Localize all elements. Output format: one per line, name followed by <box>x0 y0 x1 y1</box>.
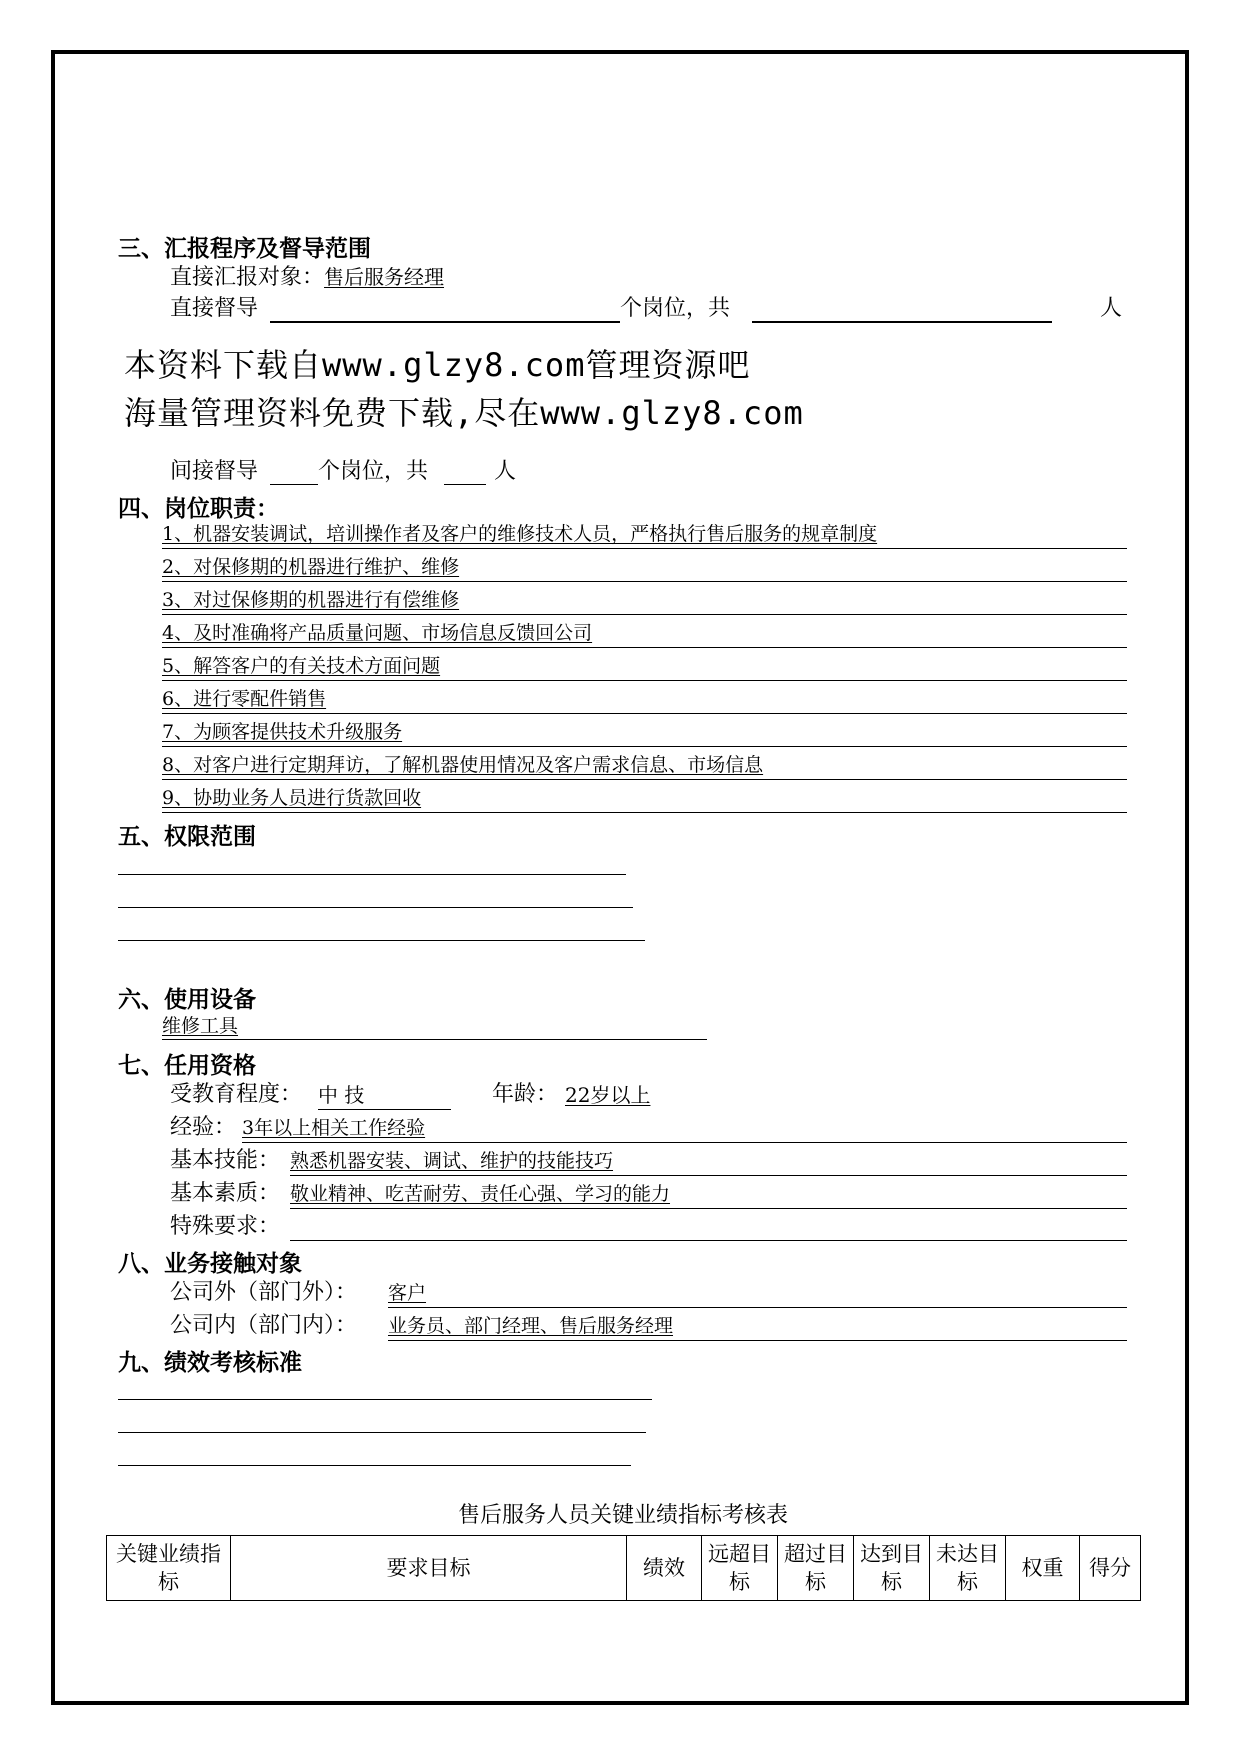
performance-blank-line <box>118 1399 652 1400</box>
indirect-count-blank <box>444 484 486 485</box>
special-blank <box>290 1240 1127 1241</box>
duty-item: 4、及时准确将产品质量问题、市场信息反馈回公司 <box>162 619 1127 648</box>
age-label: 年龄： <box>492 1082 559 1107</box>
skills-value: 熟悉机器安装、调试、维护的技能技巧 <box>290 1147 1127 1176</box>
direct-supervise-label: 直接督导 <box>170 296 259 321</box>
section4-heading: 四、岗位职责： <box>118 496 279 522</box>
kpi-header-cell: 要求目标 <box>231 1536 627 1601</box>
direct-supervise-count-blank <box>752 321 1052 323</box>
kpi-header-cell: 达到目标 <box>854 1536 930 1601</box>
duty-item: 1、机器安装调试，培训操作者及客户的维修技术人员，严格执行售后服务的规章制度 <box>162 520 1127 549</box>
education-value: 中 技 <box>318 1081 451 1110</box>
quality-label: 基本素质： <box>170 1181 281 1206</box>
kpi-header-cell: 绩效 <box>627 1536 702 1601</box>
authority-blank-line <box>118 874 626 875</box>
watermark-line2: 海量管理资料免费下载,尽在www.glzy8.com <box>124 394 804 432</box>
kpi-header-cell: 远超目标 <box>702 1536 778 1601</box>
internal-value: 业务员、部门经理、售后服务经理 <box>388 1312 1127 1341</box>
internal-label: 公司内（部门内）： <box>170 1313 358 1338</box>
direct-report-value: 售后服务经理 <box>324 265 445 289</box>
authority-blank-line <box>118 907 633 908</box>
indirect-supervise-label: 间接督导 <box>170 459 259 484</box>
kpi-table-title: 售后服务人员关键业绩指标考核表 <box>457 1503 788 1528</box>
kpi-header-cell: 超过目标 <box>778 1536 854 1601</box>
direct-report-row <box>170 263 444 292</box>
education-label: 受教育程度： <box>170 1082 303 1107</box>
authority-blank-line <box>118 940 645 941</box>
section9-heading: 九、绩效考核标准 <box>118 1350 302 1376</box>
duty-item: 6、进行零配件销售 <box>162 685 1127 714</box>
watermark-line1: 本资料下载自www.glzy8.com管理资源吧 <box>124 346 751 384</box>
kpi-header-cell: 关键业绩指标 <box>107 1536 231 1601</box>
duty-item: 3、对过保修期的机器进行有偿维修 <box>162 586 1127 615</box>
section5-heading: 五、权限范围 <box>118 824 256 850</box>
section6-heading: 六、使用设备 <box>118 987 256 1013</box>
kpi-header-cell: 权重 <box>1006 1536 1080 1601</box>
experience-value: 3年以上相关工作经验 <box>242 1114 1127 1143</box>
section3-heading: 三、汇报程序及督导范围 <box>118 236 371 262</box>
indirect-supervise-mid: 个岗位，共 <box>318 459 429 484</box>
experience-label: 经验： <box>170 1115 237 1140</box>
indirect-supervise-unit: 人 <box>494 459 517 484</box>
kpi-header-row <box>107 1536 1141 1601</box>
performance-blank-line <box>118 1432 646 1433</box>
age-value: 22岁以上 <box>565 1083 651 1107</box>
direct-supervise-mid: 个岗位，共 <box>620 296 731 321</box>
skills-label: 基本技能： <box>170 1148 281 1173</box>
direct-supervise-unit: 人 <box>1100 296 1123 321</box>
quality-value: 敬业精神、吃苦耐劳、责任心强、学习的能力 <box>290 1180 1127 1209</box>
direct-supervise-blank <box>270 321 620 323</box>
external-value: 客户 <box>388 1279 1127 1308</box>
section8-heading: 八、业务接触对象 <box>118 1251 302 1277</box>
indirect-supervise-blank <box>270 484 318 485</box>
duty-item: 2、对保修期的机器进行维护、维修 <box>162 553 1127 582</box>
kpi-header-cell: 得分 <box>1080 1536 1141 1601</box>
kpi-table <box>106 1535 1141 1601</box>
external-label: 公司外（部门外）： <box>170 1280 358 1305</box>
performance-blank-line <box>118 1465 631 1466</box>
duty-item: 8、对客户进行定期拜访，了解机器使用情况及客户需求信息、市场信息 <box>162 751 1127 780</box>
kpi-header-cell: 未达目标 <box>930 1536 1006 1601</box>
direct-report-label: 直接汇报对象： <box>170 265 325 290</box>
special-label: 特殊要求： <box>170 1214 281 1239</box>
duty-item: 7、为顾客提供技术升级服务 <box>162 718 1127 747</box>
equipment-value: 维修工具 <box>162 1013 707 1040</box>
duty-item: 9、协助业务人员进行货款回收 <box>162 784 1127 813</box>
section7-heading: 七、任用资格 <box>118 1053 256 1079</box>
duty-item: 5、解答客户的有关技术方面问题 <box>162 652 1127 681</box>
